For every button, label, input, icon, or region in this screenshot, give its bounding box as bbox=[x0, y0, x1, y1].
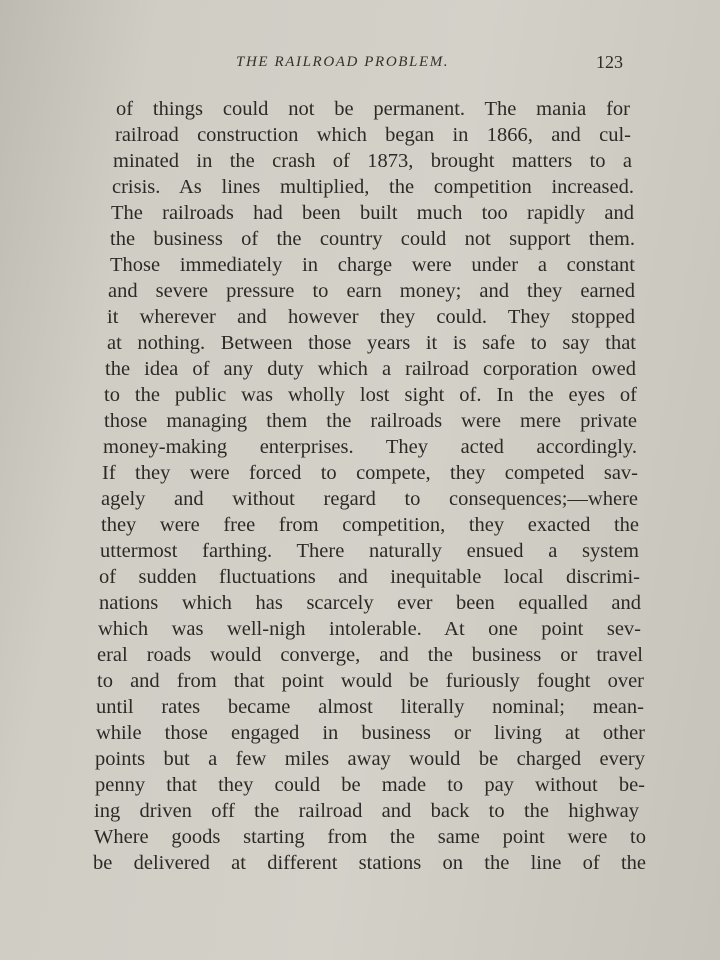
text-line: agely and without regard to consequences;—where bbox=[101, 488, 638, 510]
text-line: nations which has scarcely ever been equalled and bbox=[99, 592, 641, 614]
text-line: points but a few miles away would be charged every bbox=[95, 748, 645, 770]
text-line: which was well-nigh intolerable. At one point sev- bbox=[98, 618, 641, 640]
text-line: eral roads would converge, and the business or travel bbox=[97, 644, 643, 666]
running-head: THE RAILROAD PROBLEM. bbox=[236, 54, 450, 70]
text-line: uttermost farthing. There naturally ensued a system bbox=[100, 540, 639, 562]
text-line: money-making enterprises. They acted accordingly. bbox=[103, 436, 637, 458]
text-line: the business of the country could not support them. bbox=[110, 228, 635, 250]
text-line: The railroads had been built much too rapidly and bbox=[111, 202, 634, 224]
text-line: Where goods starting from the same point were to bbox=[94, 826, 646, 848]
text-line: while those engaged in business or living at other bbox=[96, 722, 645, 744]
text-line: it wherever and however they could. They stopped bbox=[107, 306, 635, 328]
text-line: minated in the crash of 1873, brought matters to a bbox=[113, 150, 632, 172]
text-line: at nothing. Between those years it is safe to say that bbox=[107, 332, 636, 354]
text-line: be delivered at different stations on the line of the bbox=[93, 852, 646, 874]
text-line: of things could not be permanent. The mania for bbox=[116, 98, 630, 120]
body-text bbox=[0, 96, 720, 926]
text-line: penny that they could be made to pay without be- bbox=[95, 774, 645, 796]
text-line: to and from that point would be furiously fought over bbox=[97, 670, 644, 692]
text-line: those managing them the railroads were mere private bbox=[104, 410, 637, 432]
text-line: the idea of any duty which a railroad corporation owed bbox=[105, 358, 636, 380]
text-line: of sudden fluctuations and inequitable local discrimi- bbox=[99, 566, 640, 588]
text-line: until rates became almost literally nominal; mean- bbox=[96, 696, 644, 718]
text-line: to the public was wholly lost sight of. In the eyes of bbox=[104, 384, 637, 406]
text-line: Those immediately in charge were under a constant bbox=[110, 254, 635, 276]
text-line: crisis. As lines multiplied, the competition increased. bbox=[112, 176, 634, 198]
text-line: If they were forced to compete, they competed sav- bbox=[102, 462, 638, 484]
text-line: and severe pressure to earn money; and they earned bbox=[108, 280, 635, 302]
text-line: they were free from competition, they exacted the bbox=[101, 514, 639, 536]
text-line: ing driven off the railroad and back to the highway bbox=[94, 800, 639, 822]
text-line: railroad construction which began in 1866, and cul- bbox=[115, 124, 631, 146]
page-number: 123 bbox=[596, 52, 623, 72]
